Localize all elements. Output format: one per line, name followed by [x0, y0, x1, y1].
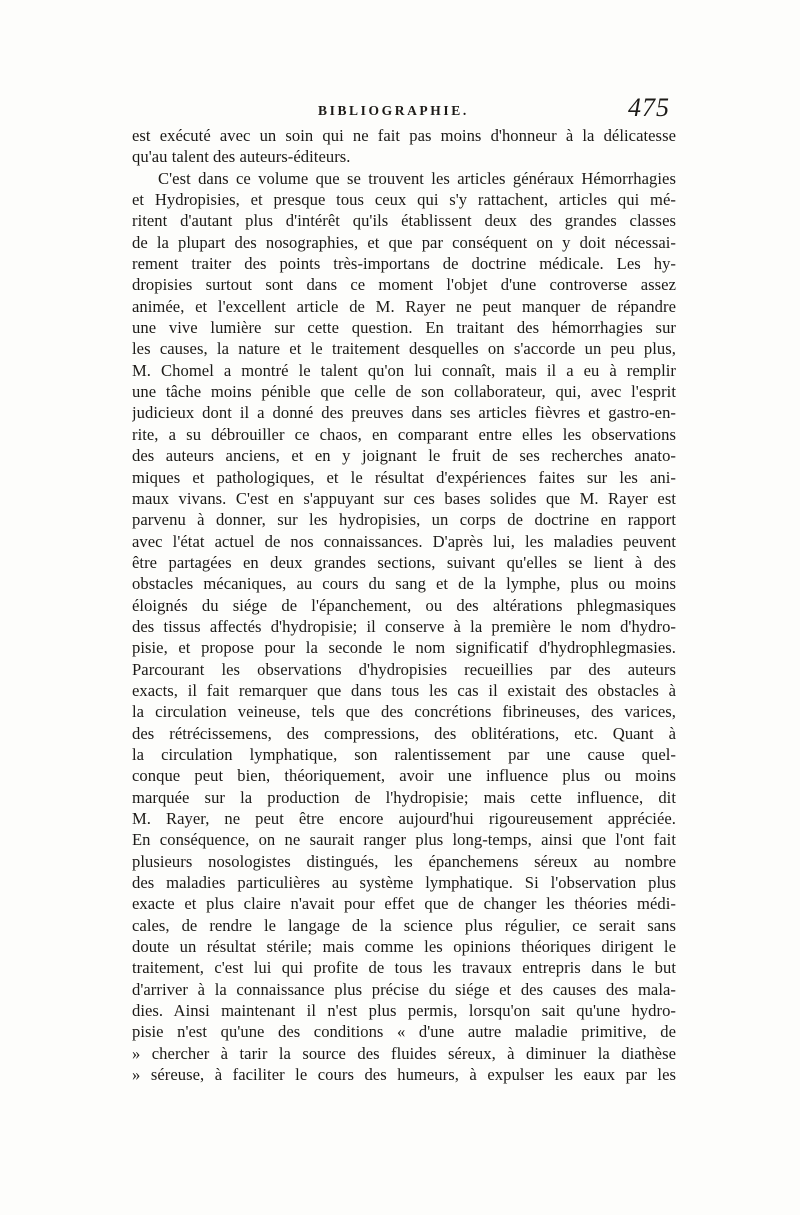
text-line: des tissus affectés d'hydropisie; il conserve à la première le nom d'hydro-: [132, 616, 676, 636]
text-line: rement traiter des points très-importans de doctrine médicale. Les hy-: [132, 254, 676, 274]
text-line: conque peut bien, théoriquement, avoir une influence plus ou moins: [132, 766, 676, 786]
text-line: ritent d'autant plus d'intérêt qu'ils établissent deux des grandes classes: [132, 211, 676, 231]
text-line: avec l'état actuel de nos connaissances. D'après lui, les maladies peuvent: [132, 531, 676, 551]
body-text: [132, 125, 676, 1085]
text-line: pisie, et propose pour la seconde le nom significatif d'hydrophlegmasies.: [132, 638, 676, 658]
text-line: plusieurs nosologistes distingués, les épanchemens séreux au nombre: [132, 851, 676, 871]
text-line: dropisies surtout sont dans ce moment l'objet d'une controverse assez: [132, 275, 676, 295]
text-line: judicieux dont il a donné des preuves dans ses articles fièvres et gastro-en-: [132, 403, 676, 423]
text-line: être partagées en deux grandes sections, suivant qu'elles se lient à des: [132, 552, 676, 572]
text-line: Parcourant les observations d'hydropisies recueillies par des auteurs: [132, 659, 676, 679]
text-line: miques et pathologiques, et le résultat d'expériences faites sur les ani-: [132, 467, 676, 487]
text-line: C'est dans ce volume que se trouvent les articles généraux Hémorrhagies: [158, 168, 676, 188]
text-line: cales, de rendre le langage de la science plus régulier, ce serait sans: [132, 915, 676, 935]
text-line: M. Chomel a montré le talent qu'on lui connaît, mais il a eu à remplir: [132, 360, 676, 380]
running-title: BIBLIOGRAPHIE.: [318, 103, 469, 118]
text-line: » chercher à tarir la source des fluides séreux, à diminuer la diathèse: [132, 1043, 676, 1063]
text-line: d'arriver à la connaissance plus précise du siége et des causes des mala-: [132, 979, 676, 999]
text-line: doute un résultat stérile; mais comme les opinions théoriques dirigent le: [132, 937, 676, 957]
running-head: [0, 93, 800, 127]
text-line: éloignés du siége de l'épanchement, ou des altérations phlegmasiques: [132, 595, 676, 615]
text-line: marquée sur la production de l'hydropisie; mais cette influence, dit: [132, 787, 676, 807]
text-line: les causes, la nature et le traitement desquelles on s'accorde un peu plus,: [132, 339, 676, 359]
text-line: animée, et l'excellent article de M. Rayer ne peut manquer de répandre: [132, 296, 676, 316]
text-line: obstacles mécaniques, au cours du sang et de la lymphe, plus ou moins: [132, 574, 676, 594]
text-line: qu'au talent des auteurs-éditeurs.: [132, 147, 351, 167]
text-line: une tâche moins pénible que celle de son collaborateur, qui, avec l'esprit: [132, 382, 676, 402]
text-line: des rétrécissemens, des compressions, des oblitérations, etc. Quant à: [132, 723, 676, 743]
text-line: est exécuté avec un soin qui ne fait pas moins d'honneur à la délicatesse: [132, 126, 676, 145]
text-line: exacte et plus claire n'avait pour effet que de changer les théories médi-: [132, 894, 676, 914]
text-line: des maladies particulières au système lymphatique. Si l'observation plus: [132, 873, 676, 893]
text-line: et Hydropisies, et presque tous ceux qui s'y rattachent, articles qui mé-: [132, 190, 676, 210]
text-line: rite, a su débrouiller ce chaos, en comparant entre elles les observations: [132, 424, 676, 444]
text-line: » séreuse, à faciliter le cours des humeurs, à expulser les eaux par les: [132, 1065, 676, 1085]
text-line: maux vivans. C'est en s'appuyant sur ces bases solides que M. Rayer est: [132, 488, 676, 508]
text-line: une vive lumière sur cette question. En traitant des hémorrhagies sur: [132, 318, 676, 338]
page-number: 475: [628, 93, 670, 122]
text-line: la circulation lymphatique, son ralentissement par une cause quel-: [132, 744, 676, 764]
text-line: exacts, il fait remarquer que dans tous les cas il existait des obstacles à: [132, 680, 676, 700]
text-line: En conséquence, on ne saurait ranger plus long-temps, ainsi que l'ont fait: [132, 830, 676, 850]
text-line: de la plupart des nosographies, et que par conséquent on y doit nécessai-: [132, 232, 676, 252]
text-line: parvenu à donner, sur les hydropisies, un corps de doctrine en rapport: [132, 510, 676, 530]
text-line: M. Rayer, ne peut être encore aujourd'hui rigoureusement appréciée.: [132, 809, 676, 828]
text-line: des auteurs anciens, et en y joignant le fruit de ses recherches anato-: [132, 446, 676, 466]
text-line: dies. Ainsi maintenant il n'est plus permis, lorsqu'on sait qu'une hydro-: [132, 1001, 676, 1021]
text-line: pisie n'est qu'une des conditions « d'une autre maladie primitive, de: [132, 1022, 676, 1042]
text-line: la circulation veineuse, tels que des concrétions fibrineuses, des varices,: [132, 702, 676, 722]
text-line: traitement, c'est lui qui profite de tous les travaux entrepris dans le but: [132, 958, 676, 978]
